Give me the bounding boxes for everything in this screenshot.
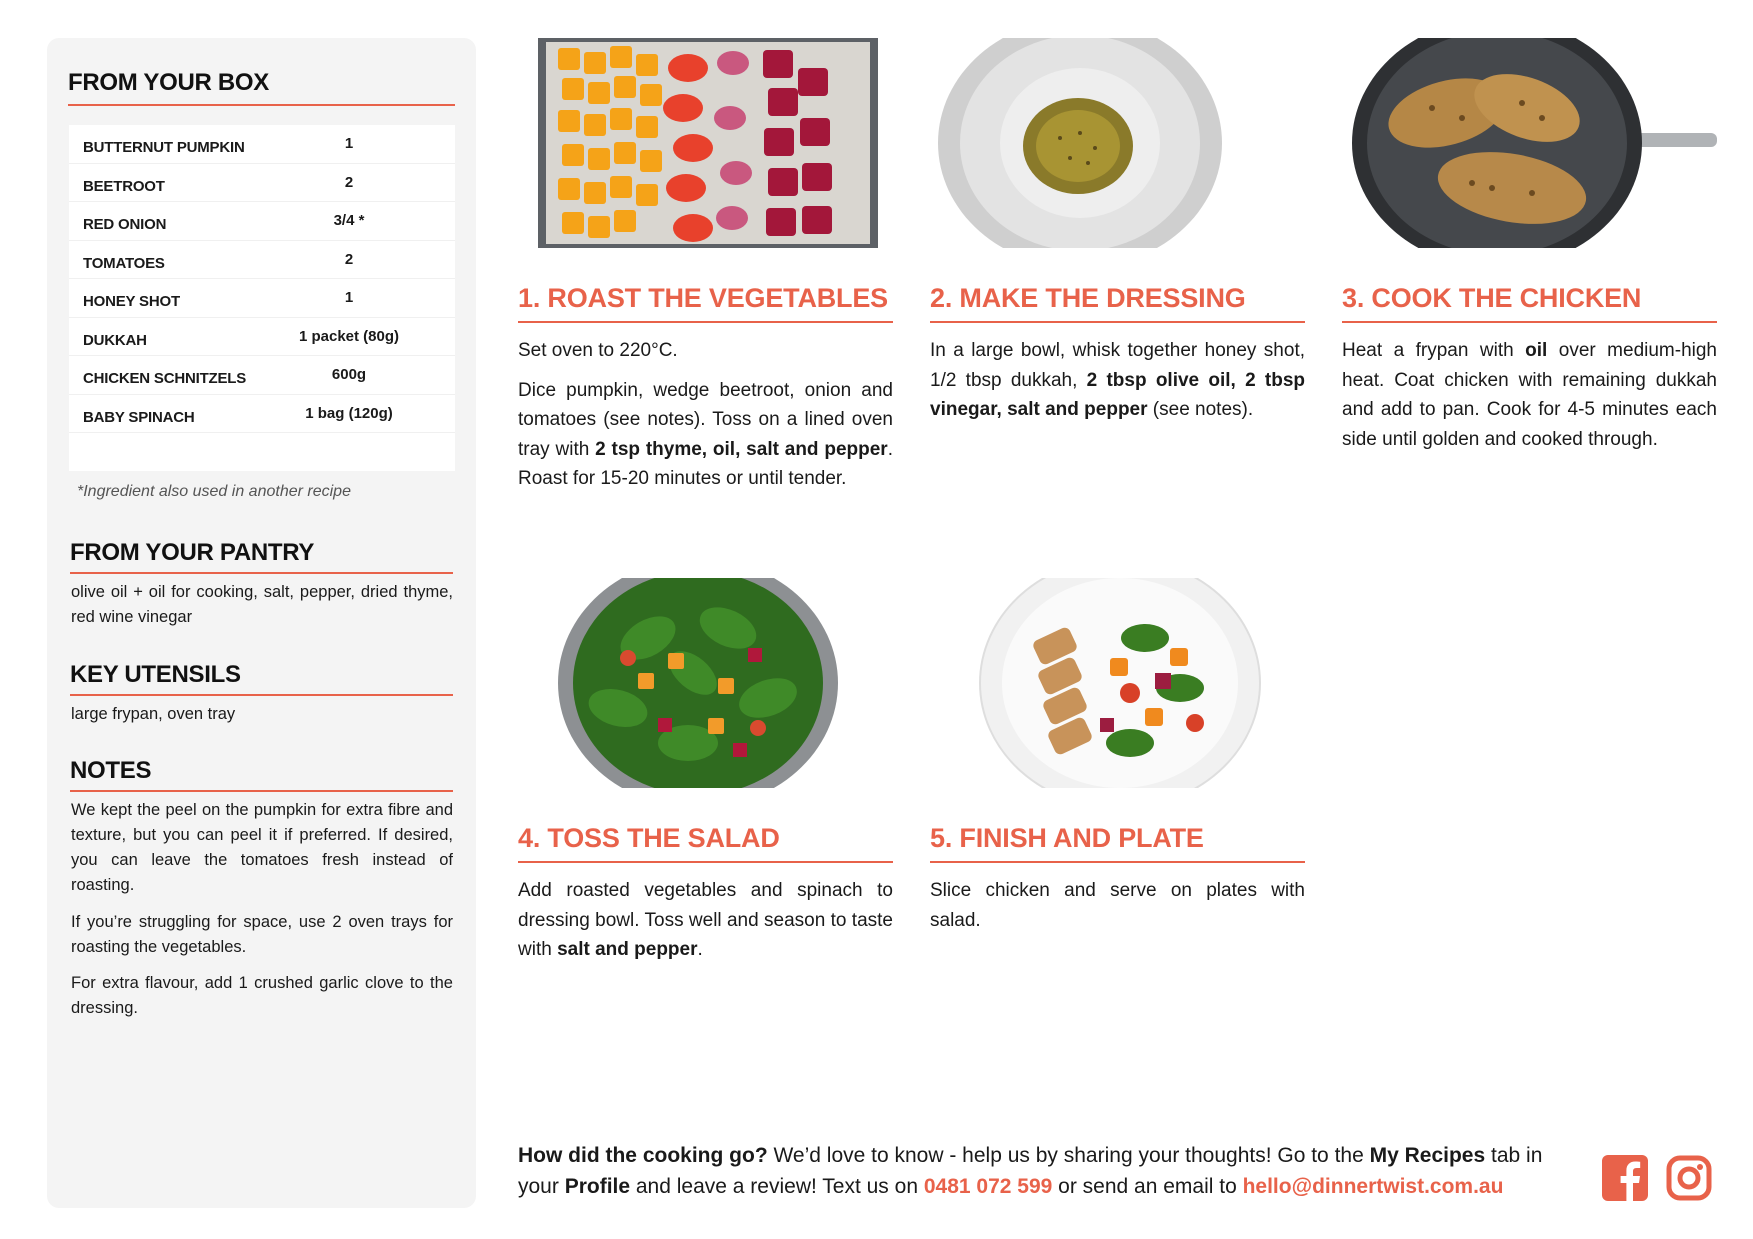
ingredient-row	[69, 318, 455, 357]
text-run: In a large bowl, whisk together honey shot, 1/2 tbsp dukkah,	[930, 340, 1305, 391]
bold-text: oil	[1525, 340, 1548, 361]
section-divider	[70, 790, 453, 792]
step-divider	[930, 321, 1305, 323]
ingredient-row	[69, 395, 455, 434]
from-your-box-heading: FROM YOUR BOX	[68, 69, 270, 96]
step-text: Set oven to 220°C.	[518, 340, 678, 361]
section-divider	[70, 694, 453, 696]
ingredient-row	[69, 164, 455, 203]
salad-image	[518, 578, 893, 788]
profile-label: Profile	[564, 1175, 631, 1198]
ingredient-footnote: *Ingredient also used in another recipe	[77, 483, 351, 500]
step-title: 1. ROAST THE VEGETABLES	[518, 283, 888, 313]
ingredient-name: DUKKAH	[83, 331, 147, 349]
text-run: . Roast for 15-20 minutes or until tender.	[518, 438, 893, 489]
step-text	[518, 876, 893, 965]
step-instructions	[1342, 336, 1717, 464]
ingredient-name: BABY SPINACH	[83, 408, 195, 426]
text-run: Heat a frypan with	[1342, 340, 1526, 361]
plated-dish-image	[930, 578, 1305, 788]
text-run: or send an email to	[1052, 1175, 1243, 1198]
instagram-icon[interactable]	[1666, 1155, 1712, 1201]
step-2	[930, 38, 1305, 518]
step-5	[930, 578, 1305, 978]
step-instructions	[930, 336, 1305, 435]
text-run: Add roasted vegetables and spinach to dressing bowl. Toss well and season to taste with	[518, 880, 893, 960]
from-your-pantry-heading: FROM YOUR PANTRY	[70, 539, 315, 566]
ingredient-name: CHICKEN SCHNITZELS	[83, 370, 247, 387]
text-run: Dice pumpkin, wedge beetroot, onion and tomatoes (see notes). Toss on a lined oven tray with	[518, 379, 893, 460]
email-link[interactable]: hello@dinnertwist.com.au	[1242, 1175, 1504, 1198]
text-run: .	[697, 939, 703, 960]
step-1	[518, 38, 893, 518]
key-utensils-heading: KEY UTENSILS	[70, 661, 241, 688]
phone-number-link[interactable]: 0481 072 599	[923, 1175, 1053, 1198]
pantry-text: olive oil + oil for cooking, salt, pepper, dried thyme, red wine vinegar	[71, 583, 453, 626]
notes-paragraph: We kept the peel on the pumpkin for extra fibre and texture, but you can peel it if preferred. If desired, you can leave the tomatoes fresh instead of roasting.	[71, 801, 453, 894]
ingredient-row	[69, 202, 455, 241]
step-title: 2. MAKE THE DRESSING	[930, 283, 1246, 313]
step-text	[1342, 336, 1717, 454]
ingredient-qty: 1 packet (80g)	[298, 327, 400, 345]
my-recipes-label: My Recipes	[1369, 1144, 1486, 1167]
step-3	[1342, 38, 1717, 518]
ingredient-qty: 2	[344, 250, 354, 268]
ingredient-name: TOMATOES	[83, 254, 165, 272]
notes-paragraph: For extra flavour, add 1 crushed garlic clove to the dressing.	[71, 974, 453, 1017]
ingredient-qty: 2	[344, 173, 354, 191]
dressing-image	[930, 38, 1305, 248]
ingredient-qty: 1 bag (120g)	[305, 404, 393, 422]
text-run: We’d love to know - help us by sharing your thoughts! Go to the	[767, 1144, 1370, 1167]
step-divider	[518, 861, 893, 863]
roast-vegetables-image	[518, 38, 893, 248]
ingredient-row	[69, 356, 455, 395]
step-text	[930, 336, 1305, 425]
text-run: and leave a review! Text us on	[630, 1175, 924, 1198]
ingredient-row	[69, 125, 455, 164]
step-divider	[930, 861, 1305, 863]
step-text: Slice chicken and serve on plates with salad.	[930, 880, 1305, 931]
bold-text: 2 tbsp olive oil, 2 tbsp vinegar, salt and pepper	[930, 369, 1305, 420]
facebook-icon[interactable]	[1602, 1155, 1648, 1201]
ingredient-name: BEETROOT	[83, 177, 165, 195]
step-instructions	[930, 876, 1305, 945]
step-title: 3. COOK THE CHICKEN	[1342, 283, 1642, 313]
ingredient-name: BUTTERNUT PUMPKIN	[83, 139, 245, 156]
text-run: (see notes).	[1147, 399, 1254, 420]
notes-paragraph: If you’re struggling for space, use 2 oven trays for roasting the vegetables.	[71, 913, 453, 956]
ingredient-row	[69, 241, 455, 280]
ingredient-qty: 1	[344, 289, 354, 306]
chicken-image	[1342, 38, 1717, 248]
bold-text: salt and pepper	[557, 939, 698, 960]
step-title: 4. TOSS THE SALAD	[518, 823, 780, 853]
ingredient-row	[69, 279, 455, 318]
section-divider	[70, 572, 453, 574]
step-instructions	[518, 876, 893, 975]
step-divider	[1342, 321, 1717, 323]
ingredient-qty: 3/4 *	[333, 212, 365, 229]
step-4	[518, 578, 893, 978]
ingredients-sidebar	[47, 38, 476, 1208]
text-run: over medium-high heat. Coat chicken with remaining dukkah and add to pan. Cook for 4-5 minutes each side until golden and cooked through.	[1342, 340, 1717, 450]
text-run: tab in your	[518, 1144, 1543, 1198]
step-instructions	[518, 336, 893, 504]
ingredient-qty: 1	[344, 135, 354, 152]
step-text	[518, 376, 893, 494]
ingredients-table	[69, 125, 455, 471]
ingredient-name: HONEY SHOT	[83, 293, 180, 310]
section-divider	[68, 104, 455, 106]
ingredient-qty: 600g	[331, 366, 367, 383]
step-divider	[518, 321, 893, 323]
step-title: 5. FINISH AND PLATE	[930, 823, 1204, 853]
ingredient-name: RED ONION	[83, 216, 167, 233]
notes-heading: NOTES	[70, 757, 152, 784]
feedback-question: How did the cooking go?	[518, 1144, 768, 1167]
bold-text: 2 tsp thyme, oil, salt and pepper	[595, 438, 888, 460]
utensils-text: large frypan, oven tray	[71, 705, 236, 723]
feedback-message	[518, 1140, 1578, 1202]
